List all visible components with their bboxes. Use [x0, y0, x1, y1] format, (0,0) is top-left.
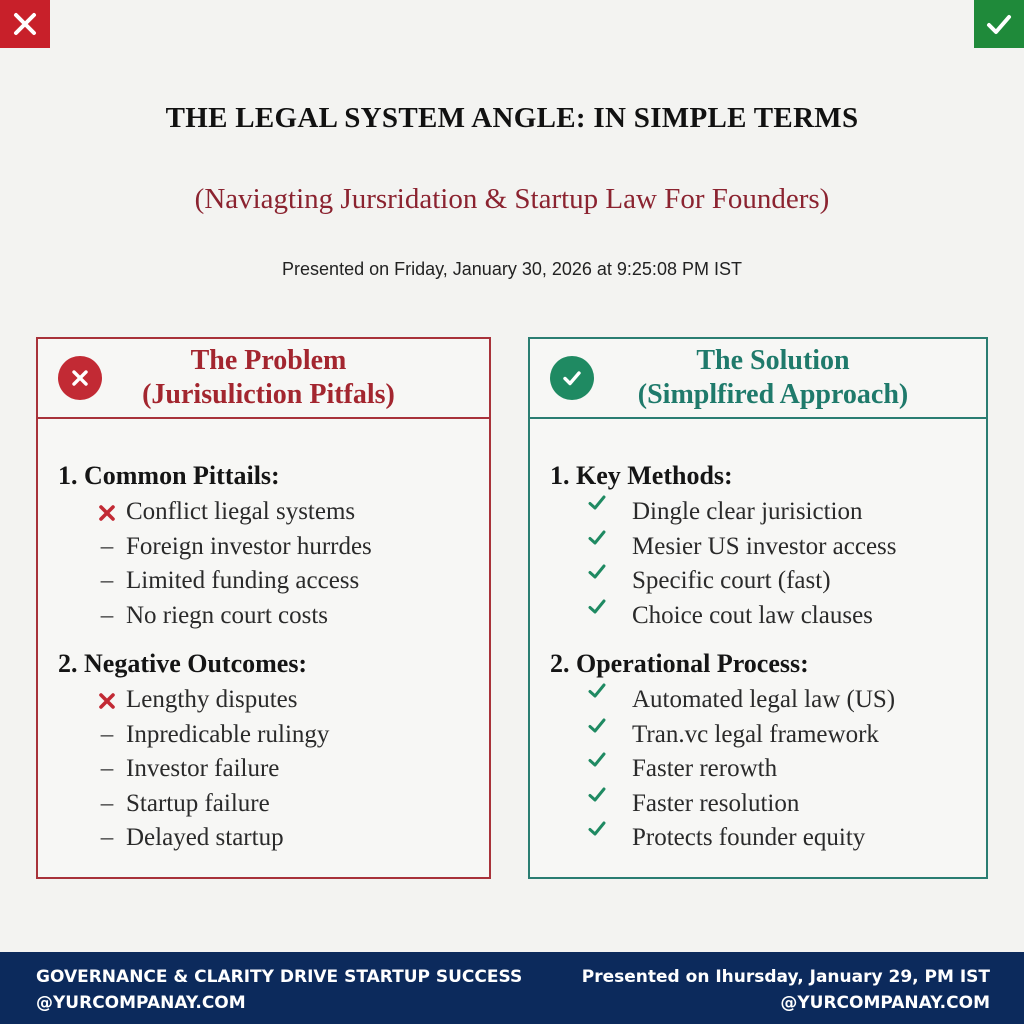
- dash-bullet-icon: –: [100, 601, 114, 629]
- list-item: [550, 718, 976, 753]
- item-text: Inpredicable rulingy: [126, 720, 330, 748]
- dash-bullet-icon: –: [100, 567, 114, 594]
- page-title: THE LEGAL SYSTEM ANGLE: IN SIMPLE TERMS: [165, 102, 859, 134]
- solution-section-title: 2. Operational Process:: [550, 649, 809, 678]
- close-x-icon: [10, 9, 40, 39]
- list-item: [58, 530, 479, 565]
- item-text: Choice cout law clauses: [632, 601, 873, 629]
- check-circle-icon: [550, 356, 594, 400]
- check-mark-icon: [582, 811, 612, 846]
- list-item: [58, 787, 479, 822]
- list-item: [58, 683, 479, 718]
- dash-bullet-icon: –: [100, 755, 114, 782]
- item-text: Limited funding access: [126, 567, 360, 594]
- list-item: [58, 495, 479, 530]
- list-item: [550, 530, 976, 565]
- solution-item-list: [550, 683, 976, 856]
- check-mark-icon: [582, 520, 612, 555]
- problem-header: [38, 339, 489, 419]
- solution-item-list: [550, 495, 976, 633]
- item-text: Faster rerowth: [632, 755, 778, 782]
- page-subtitle: (Naviagting Jursridation & Startup Law For Founders): [194, 183, 830, 215]
- x-circle-icon: [58, 356, 102, 400]
- dash-bullet-icon: –: [100, 789, 114, 817]
- corner-close-badge: [0, 0, 50, 48]
- check-mark-icon: [582, 742, 612, 777]
- list-item: [58, 752, 479, 787]
- item-text: No riegn court costs: [126, 601, 329, 629]
- item-text: Tran.vc legal framework: [632, 720, 879, 748]
- list-item: [550, 564, 976, 599]
- check-mark-icon: [582, 708, 612, 743]
- x-mark-icon: [94, 683, 120, 718]
- problem-item-list: [58, 683, 479, 856]
- dash-bullet-icon: –: [100, 720, 114, 748]
- solution-title: The Solution: [696, 345, 850, 376]
- item-text: Conflict liegal systems: [126, 498, 356, 525]
- check-mark-icon: [582, 485, 612, 520]
- x-mark-icon: [94, 495, 120, 530]
- problem-subtitle: (Jurisuliction Pitfals): [142, 379, 395, 410]
- list-item: [550, 599, 976, 634]
- item-text: Dingle clear jurisiction: [632, 498, 863, 525]
- presented-date: Presented on Friday, January 30, 2026 at 9:25:08 PM IST: [282, 259, 742, 279]
- list-item: [550, 752, 976, 787]
- footer-website-link-right[interactable]: @YURCOMPANAY.COM: [780, 993, 990, 1013]
- item-text: Mesier US investor access: [632, 532, 897, 560]
- list-item: [550, 495, 976, 530]
- problem-item-list: [58, 495, 479, 633]
- check-mark-icon: [582, 554, 612, 589]
- item-text: Protects founder equity: [632, 824, 866, 851]
- footer-website-link[interactable]: @YURCOMPANAY.COM: [36, 993, 246, 1013]
- item-text: Foreign investor hurrdes: [126, 532, 372, 560]
- list-item: [550, 683, 976, 718]
- solution-header: [530, 339, 986, 419]
- item-text: Automated legal law (US): [632, 686, 896, 713]
- check-mark-icon: [582, 777, 612, 812]
- check-mark-icon: [582, 673, 612, 708]
- checkmark-icon: [984, 9, 1014, 39]
- problem-title: The Problem: [190, 345, 347, 376]
- list-item: [58, 599, 479, 634]
- footer-presented: Presented on Ihursday, January 29, PM IST: [581, 967, 990, 987]
- list-item: [58, 564, 479, 599]
- solution-section-title: 1. Key Methods:: [550, 461, 733, 490]
- list-item: [58, 718, 479, 753]
- solution-subtitle: (Simplfired Approach): [637, 379, 909, 410]
- footer-bar: [0, 952, 1024, 1024]
- dash-bullet-icon: –: [100, 532, 114, 560]
- check-mark-icon: [582, 589, 612, 624]
- item-text: Lengthy disputes: [126, 686, 298, 713]
- solution-panel: [528, 337, 988, 879]
- corner-check-badge: [974, 0, 1024, 48]
- problem-section-title: 2. Negative Outcomes:: [58, 649, 308, 678]
- item-text: Specific court (fast): [632, 567, 831, 594]
- footer-tagline: GOVERNANCE & CLARITY DRIVE STARTUP SUCCESS: [36, 967, 523, 987]
- list-item: [58, 821, 479, 856]
- problem-panel: [36, 337, 491, 879]
- problem-section-title: 1. Common Pittails:: [58, 461, 280, 490]
- item-text: Investor failure: [126, 755, 280, 782]
- dash-bullet-icon: –: [100, 824, 114, 851]
- list-item: [550, 787, 976, 822]
- item-text: Startup failure: [126, 789, 270, 817]
- item-text: Faster resolution: [632, 789, 800, 817]
- problem-body: [58, 457, 479, 856]
- item-text: Delayed startup: [126, 824, 284, 851]
- list-item: [550, 821, 976, 856]
- solution-body: [550, 457, 976, 856]
